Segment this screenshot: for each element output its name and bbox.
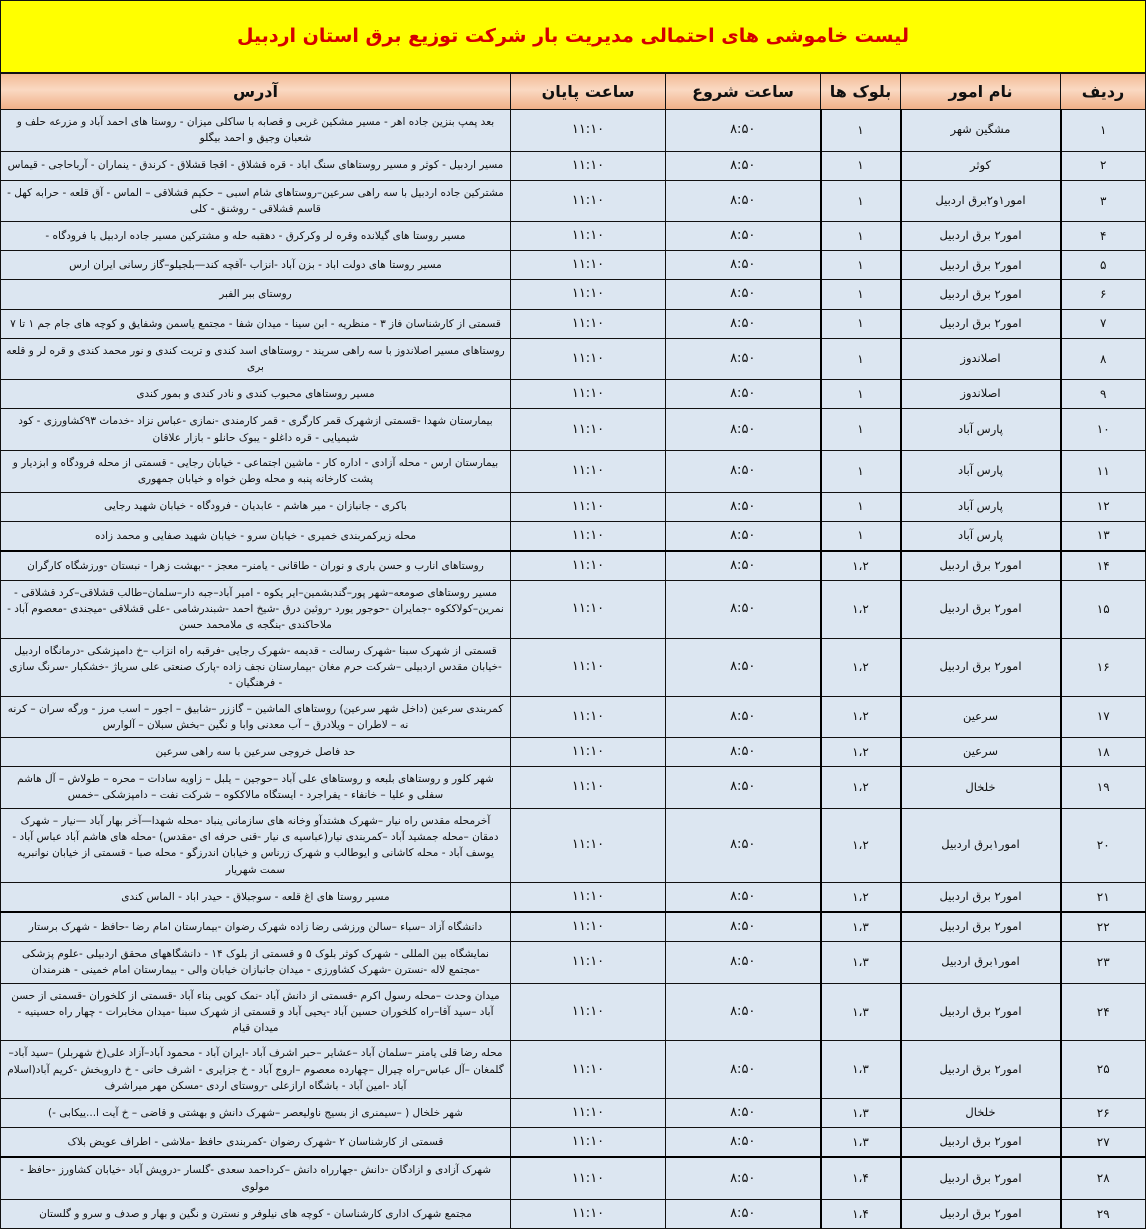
table-row	[0, 1128, 1145, 1158]
table-row	[0, 151, 1145, 180]
cell-department: امور۲ برق اردبیل	[901, 1041, 1061, 1099]
table-row	[0, 492, 1145, 521]
cell-address: محله رضا قلی یامنر –سلمان آباد –عشایر –حبر اشرف آباد -ایران آباد - محمود آباد–آزاد علی(خ شهربلر) –سید آباد–گلمغان –آل عباس–راه چیرال –چهارده معصوم –اروج آباد - خ جزایری - اشرف حانی - خ داروبخش -کریم آباد(اسلام آباد -امین آباد - باشگاه ارازعلی -روستای اردی -مسکن مهر میراشرف	[0, 1041, 510, 1099]
cell-blocks: ۱	[821, 380, 901, 409]
cell-blocks: ۱،۳	[821, 912, 901, 942]
cell-end-time: ۱۱:۱۰	[511, 1099, 666, 1128]
table-row	[0, 450, 1145, 492]
cell-address: شهرک آزادی و ازادگان -دانش -جهارراه دانش –کرداحمد سعدی -گلسار -درویش آباد -خیابان کشاورز -حافظ - مولوی	[0, 1157, 510, 1199]
cell-start-time: ۸:۵۰	[666, 808, 821, 882]
cell-department: امور۲ برق اردبیل	[901, 882, 1061, 912]
cell-address: بیمارستان شهدا -قسمتی ازشهرک قمر کارگری - قمر کارمندی -نمازی -عباس نزاد -خدمات ۹۳کشاورزی - کود شیمیایی - قره داغلو - یبوک حانلو - بازار علاقان	[0, 409, 510, 451]
cell-blocks: ۱	[821, 151, 901, 180]
cell-department: امور۲ برق اردبیل	[901, 309, 1061, 338]
cell-row-number: ۲۴	[1061, 983, 1146, 1041]
cell-end-time: ۱۱:۱۰	[511, 767, 666, 809]
cell-address: محله زیرکمربندی خمیری - خیابان سرو - خیابان شهید صفایی و محمد زاده	[0, 521, 510, 551]
cell-end-time: ۱۱:۱۰	[511, 151, 666, 180]
cell-address: مسیر روستا های دولت اباد - بزن آباد -انزاب -آقچه کند—بلجیلو–گاز رسانی ایران ارس	[0, 251, 510, 280]
cell-start-time: ۸:۵۰	[666, 251, 821, 280]
cell-row-number: ۱۶	[1061, 638, 1146, 696]
cell-end-time: ۱۱:۱۰	[511, 738, 666, 767]
cell-department: امور۲ برق اردبیل	[901, 912, 1061, 942]
cell-end-time: ۱۱:۱۰	[511, 222, 666, 251]
cell-end-time: ۱۱:۱۰	[511, 251, 666, 280]
table-row	[0, 638, 1145, 696]
cell-department: امور۲ برق اردبیل	[901, 222, 1061, 251]
cell-address: مشترکین جاده اردبیل با سه راهی سرعین–روستاهای شام اسبی – حکیم قشلاقی – الماس - آق قلعه - حرابه کهل - قاسم قشلاقی - روشنق - کلی	[0, 180, 510, 222]
table-row	[0, 110, 1145, 152]
cell-blocks: ۱،۲	[821, 638, 901, 696]
cell-blocks: ۱	[821, 521, 901, 551]
table-row	[0, 696, 1145, 738]
cell-start-time: ۸:۵۰	[666, 580, 821, 638]
cell-department: مشگین شهر	[901, 110, 1061, 152]
cell-start-time: ۸:۵۰	[666, 151, 821, 180]
cell-start-time: ۸:۵۰	[666, 521, 821, 551]
cell-department: امور۲ برق اردبیل	[901, 983, 1061, 1041]
cell-start-time: ۸:۵۰	[666, 338, 821, 380]
cell-start-time: ۸:۵۰	[666, 912, 821, 942]
cell-start-time: ۸:۵۰	[666, 450, 821, 492]
cell-row-number: ۶	[1061, 280, 1146, 309]
table-row	[0, 222, 1145, 251]
cell-end-time: ۱۱:۱۰	[511, 1128, 666, 1158]
cell-department: کوثر	[901, 151, 1061, 180]
cell-end-time: ۱۱:۱۰	[511, 409, 666, 451]
cell-address: نمایشگاه بین المللی - شهرک کوثر بلوک ۵ و قسمتی از بلوک ۱۴ - دانشگاههای محقق اردبیلی -علوم پزشکی -مجتمع لاله -نسترن -شهرک کشاورزی - میدان جانبازان خیابان والی - بیمارستان امام خمینی - هنرمندان	[0, 942, 510, 984]
cell-start-time: ۸:۵۰	[666, 767, 821, 809]
table-row	[0, 580, 1145, 638]
table-row	[0, 808, 1145, 882]
cell-end-time: ۱۱:۱۰	[511, 808, 666, 882]
table-row	[0, 983, 1145, 1041]
cell-department: پارس آباد	[901, 521, 1061, 551]
cell-address: دانشگاه آزاد –سباء –سالن ورزشی رضا زاده شهرک رضوان -بیمارستان امام رضا -حافظ - شهرک برستار	[0, 912, 510, 942]
cell-start-time: ۸:۵۰	[666, 180, 821, 222]
cell-start-time: ۸:۵۰	[666, 942, 821, 984]
cell-row-number: ۲۹	[1061, 1200, 1146, 1229]
cell-address: روستای ببر الفبر	[0, 280, 510, 309]
table-row	[0, 551, 1145, 581]
cell-blocks: ۱،۳	[821, 1041, 901, 1099]
cell-department: امور۱برق اردبیل	[901, 808, 1061, 882]
cell-blocks: ۱،۲	[821, 696, 901, 738]
cell-row-number: ۵	[1061, 251, 1146, 280]
cell-blocks: ۱،۲	[821, 738, 901, 767]
cell-end-time: ۱۱:۱۰	[511, 1041, 666, 1099]
cell-department: سرعین	[901, 738, 1061, 767]
cell-address: شهر کلور و روستاهای بلبعه و روستاهای علی آباد –حوجین – یلبل – زاویه سادات – محره – طولاش – آل هاشم سفلی و علیا – خانفاء - یفراجرد - ایستگاه مالاککوه – شرکت نفت – دامپزشکی –خمس	[0, 767, 510, 809]
cell-row-number: ۲۵	[1061, 1041, 1146, 1099]
document-title-banner	[0, 1, 1145, 73]
column-header-address: آدرس	[0, 73, 510, 110]
cell-row-number: ۱۱	[1061, 450, 1146, 492]
table-row	[0, 280, 1145, 309]
cell-blocks: ۱،۲	[821, 882, 901, 912]
cell-blocks: ۱،۲	[821, 580, 901, 638]
cell-start-time: ۸:۵۰	[666, 1200, 821, 1229]
table-row	[0, 380, 1145, 409]
cell-blocks: ۱	[821, 409, 901, 451]
cell-address: آخرمحله مقدس راه نیار –شهرک هشتدآو وخانه های سازمانی ینباد -محله شهدا—آخر بهار آباد —نیار – شهرک دمقان –محله جمشید آباد –کمربندی نیار(عباسیه ی نیار -قنی حرفه ای -مقدس) -محله های هاشم آباد عباس آباد - یوسف آباد - محله کاشانی و ایوطالب و شهرک زرناس و خیابان اندرزگو - محله صبا - قسمتی از خیابان نوانبریه سمت شهریار	[0, 808, 510, 882]
cell-start-time: ۸:۵۰	[666, 309, 821, 338]
cell-address: قسمتی از کارشناسان ۲ -شهرک رضوان -کمربندی حافظ -ملاشی - اطراف عویض بلاک	[0, 1128, 510, 1158]
cell-blocks: ۱	[821, 222, 901, 251]
cell-blocks: ۱،۳	[821, 1128, 901, 1158]
cell-end-time: ۱۱:۱۰	[511, 942, 666, 984]
cell-blocks: ۱	[821, 338, 901, 380]
cell-address: مسیر روستا های اغ قلعه - سوجبلاق - حیدر اباد - الماس کندی	[0, 882, 510, 912]
cell-address: قسمتی از شهرک سبنا -شهرک رسالت - قدیمه -شهرک رجایی -فرقبه راه انزاب –خ دامپزشکی -درمانگاه اردبیل -خیابان مقدس اردبیلی –شرکت حرم مغان -بیمارستان نجف زاده -پارک صنعتی علی سریاژ -خشکبار -سرنگ سازی - فرهنگیان -	[0, 638, 510, 696]
cell-row-number: ۱۰	[1061, 409, 1146, 451]
cell-row-number: ۹	[1061, 380, 1146, 409]
table-row	[0, 1200, 1145, 1229]
cell-address: حد فاصل خروجی سرعین با سه راهی سرعین	[0, 738, 510, 767]
cell-row-number: ۲	[1061, 151, 1146, 180]
cell-start-time: ۸:۵۰	[666, 1128, 821, 1158]
cell-blocks: ۱،۲	[821, 767, 901, 809]
column-header-start-time: ساعت شروع	[666, 73, 821, 110]
cell-department: امور۲ برق اردبیل	[901, 280, 1061, 309]
cell-start-time: ۸:۵۰	[666, 110, 821, 152]
cell-department: امور۲ برق اردبیل	[901, 1200, 1061, 1229]
cell-row-number: ۱	[1061, 110, 1146, 152]
cell-address: بیمارستان ارس - محله آزادی - اداره کار - ماشین اجتماعی - خیابان رجایی - قسمتی از محله فرودگاه و ابزدیار و پشت کارخانه پنبه و محله وطن خواه و خیابان جمهوری	[0, 450, 510, 492]
cell-row-number: ۱۵	[1061, 580, 1146, 638]
cell-blocks: ۱	[821, 180, 901, 222]
cell-address: کمربندی سرعین (داخل شهر سرعین) روستاهای الماشین – گاززر –شابیق – اجور – اسب مرز - ورگه سران – کرنه نه – لاطران – ویلادرق – آب معدنی وابا و نگین –بخش سبلان – آلوارس	[0, 696, 510, 738]
cell-start-time: ۸:۵۰	[666, 280, 821, 309]
table-row	[0, 180, 1145, 222]
cell-end-time: ۱۱:۱۰	[511, 492, 666, 521]
cell-row-number: ۲۳	[1061, 942, 1146, 984]
table-row	[0, 1041, 1145, 1099]
cell-end-time: ۱۱:۱۰	[511, 1200, 666, 1229]
cell-blocks: ۱	[821, 110, 901, 152]
cell-address: قسمتی از کارشناسان فاز ۳ - منظریه - ابن سینا - میدان شفا - مجتمع یاسمن وشفایق و کوچه های جام جم ۱ تا ۷	[0, 309, 510, 338]
cell-end-time: ۱۱:۱۰	[511, 309, 666, 338]
cell-row-number: ۱۸	[1061, 738, 1146, 767]
cell-start-time: ۸:۵۰	[666, 1157, 821, 1199]
cell-address: مسیر روستاهای محبوب کندی و نادر کندی و بمور کندی	[0, 380, 510, 409]
table-row	[0, 409, 1145, 451]
cell-end-time: ۱۱:۱۰	[511, 1157, 666, 1199]
cell-start-time: ۸:۵۰	[666, 492, 821, 521]
cell-row-number: ۸	[1061, 338, 1146, 380]
column-header-row-number: ردیف	[1061, 73, 1146, 110]
cell-row-number: ۳	[1061, 180, 1146, 222]
cell-start-time: ۸:۵۰	[666, 551, 821, 581]
cell-row-number: ۱۹	[1061, 767, 1146, 809]
table-row	[0, 738, 1145, 767]
title-banner-row	[0, 1, 1145, 73]
cell-row-number: ۲۸	[1061, 1157, 1146, 1199]
table-header-row	[0, 73, 1145, 110]
column-header-department: نام امور	[901, 73, 1061, 110]
cell-row-number: ۷	[1061, 309, 1146, 338]
cell-address: مسیر اردبیل - کوثر و مسیر روستاهای سنگ اباد - قره قشلاق - اقجا قشلاق - کرندق - ینماران - آرباحاجی - قیماس	[0, 151, 510, 180]
cell-department: امور۱و۲برق اردبیل	[901, 180, 1061, 222]
table-row	[0, 1099, 1145, 1128]
table-body	[0, 110, 1145, 1229]
cell-blocks: ۱	[821, 251, 901, 280]
cell-end-time: ۱۱:۱۰	[511, 580, 666, 638]
cell-start-time: ۸:۵۰	[666, 882, 821, 912]
cell-blocks: ۱،۴	[821, 1157, 901, 1199]
cell-start-time: ۸:۵۰	[666, 1041, 821, 1099]
cell-department: خلخال	[901, 767, 1061, 809]
cell-end-time: ۱۱:۱۰	[511, 882, 666, 912]
cell-end-time: ۱۱:۱۰	[511, 180, 666, 222]
cell-start-time: ۸:۵۰	[666, 222, 821, 251]
cell-row-number: ۲۷	[1061, 1128, 1146, 1158]
cell-row-number: ۱۷	[1061, 696, 1146, 738]
cell-start-time: ۸:۵۰	[666, 1099, 821, 1128]
table-row	[0, 251, 1145, 280]
cell-end-time: ۱۱:۱۰	[511, 912, 666, 942]
cell-address: باکری - جانبازان - میر هاشم - عابدیان - فرودگاه - خیابان شهید رجایی	[0, 492, 510, 521]
cell-department: پارس آباد	[901, 492, 1061, 521]
cell-blocks: ۱	[821, 450, 901, 492]
cell-end-time: ۱۱:۱۰	[511, 551, 666, 581]
cell-end-time: ۱۱:۱۰	[511, 280, 666, 309]
cell-blocks: ۱	[821, 309, 901, 338]
cell-start-time: ۸:۵۰	[666, 638, 821, 696]
cell-address: مجتمع شهرک اداری کارشناسان - کوچه های نیلوفر و نسترن و نگین و بهار و صدف و سرو و گلستان	[0, 1200, 510, 1229]
cell-row-number: ۱۳	[1061, 521, 1146, 551]
cell-end-time: ۱۱:۱۰	[511, 338, 666, 380]
cell-department: اصلاندوز	[901, 338, 1061, 380]
cell-start-time: ۸:۵۰	[666, 983, 821, 1041]
cell-department: سرعین	[901, 696, 1061, 738]
cell-department: امور۲ برق اردبیل	[901, 551, 1061, 581]
cell-blocks: ۱،۲	[821, 551, 901, 581]
table-row	[0, 882, 1145, 912]
cell-row-number: ۴	[1061, 222, 1146, 251]
cell-address: مسیر روستاهای صومعه–شهر پور–گندبشمین–ایر یکوه - امیر آباد–جبه دار–سلمان–طالب قشلاقی–کرد قشلاقی - نمرین–کولاککوه -جمایران -حوجور یورد -روئین درق -شیخ احمد -شبندرشامی -علی قشلاقی -میجندی -معصوم آباد - ملاحاکندی -بنگجه ی ملامحمد حسن	[0, 580, 510, 638]
cell-row-number: ۲۲	[1061, 912, 1146, 942]
cell-end-time: ۱۱:۱۰	[511, 638, 666, 696]
cell-start-time: ۸:۵۰	[666, 738, 821, 767]
cell-department: امور۲ برق اردبیل	[901, 638, 1061, 696]
cell-department: امور۱برق اردبیل	[901, 942, 1061, 984]
table-row	[0, 309, 1145, 338]
cell-department: اصلاندوز	[901, 380, 1061, 409]
table-row	[0, 1157, 1145, 1199]
cell-address: بعد پمپ بنزین جاده اهر - مسیر مشکین غربی و قصابه با ساکلی میزان - روستا های احمد آباد و مزرعه حلف و شعبان وجیق و احمد بیگلو	[0, 110, 510, 152]
cell-row-number: ۲۶	[1061, 1099, 1146, 1128]
table-row	[0, 338, 1145, 380]
cell-address: شهر خلخال ( –سیمنری از بسیج ناولیعصر –شهرک دانش و بهشتی و قاضی – خ آیت ا...ییکابی -)	[0, 1099, 510, 1128]
page-title: لیست خاموشی های احتمالی مدیریت بار شرکت توزیع برق استان اردبیل	[236, 24, 909, 47]
cell-end-time: ۱۱:۱۰	[511, 110, 666, 152]
cell-address: روستاهای مسیر اصلاندوز با سه راهی سریند - روستاهای اسد کندی و تربت کندی و نور محمد کندی و قره لر و قلعه بری	[0, 338, 510, 380]
cell-department: امور۲ برق اردبیل	[901, 251, 1061, 280]
cell-start-time: ۸:۵۰	[666, 409, 821, 451]
cell-row-number: ۲۱	[1061, 882, 1146, 912]
cell-end-time: ۱۱:۱۰	[511, 696, 666, 738]
cell-row-number: ۱۴	[1061, 551, 1146, 581]
cell-end-time: ۱۱:۱۰	[511, 450, 666, 492]
column-header-blocks: بلوک ها	[821, 73, 901, 110]
cell-department: امور۲ برق اردبیل	[901, 1128, 1061, 1158]
table-row	[0, 912, 1145, 942]
cell-row-number: ۲۰	[1061, 808, 1146, 882]
outage-schedule-page	[1, 0, 1146, 1221]
cell-end-time: ۱۱:۱۰	[511, 380, 666, 409]
cell-department: خلخال	[901, 1099, 1061, 1128]
cell-department: پارس آباد	[901, 409, 1061, 451]
cell-address: میدان وحدت –محله رسول اکرم -قسمتی از دانش آباد -نمک کویی بناء آباد -قسمتی از کلخوران -قسمتی از حسن آباد –سید آقا–راه کلخوران حسین آباد -یحیی آباد و قسمتی از شهرک سبنا -میدان مخابرات - چهار راه حسینیه - میدان قیام	[0, 983, 510, 1041]
cell-department: امور۲ برق اردبیل	[901, 1157, 1061, 1199]
cell-blocks: ۱،۳	[821, 1099, 901, 1128]
table-row	[0, 942, 1145, 984]
cell-start-time: ۸:۵۰	[666, 380, 821, 409]
cell-blocks: ۱،۲	[821, 808, 901, 882]
cell-blocks: ۱	[821, 492, 901, 521]
table-row	[0, 521, 1145, 551]
cell-blocks: ۱،۳	[821, 942, 901, 984]
cell-department: پارس آباد	[901, 450, 1061, 492]
column-header-end-time: ساعت پایان	[511, 73, 666, 110]
cell-end-time: ۱۱:۱۰	[511, 983, 666, 1041]
cell-end-time: ۱۱:۱۰	[511, 521, 666, 551]
cell-blocks: ۱،۳	[821, 983, 901, 1041]
cell-blocks: ۱،۴	[821, 1200, 901, 1229]
cell-address: مسیر روستا های گیلانده وقره لر وکرکرق - دهقبه حله و مشترکین مسیر جاده اردبیل با فرودگاه -	[0, 222, 510, 251]
cell-department: امور۲ برق اردبیل	[901, 580, 1061, 638]
cell-start-time: ۸:۵۰	[666, 696, 821, 738]
cell-blocks: ۱	[821, 280, 901, 309]
table-row	[0, 767, 1145, 809]
cell-address: روستاهای انارب و حسن باری و نوران - طاقانی - یامنر– معجز - -بهشت زهرا - نبستان -ورزشگاه کارگران	[0, 551, 510, 581]
cell-row-number: ۱۲	[1061, 492, 1146, 521]
